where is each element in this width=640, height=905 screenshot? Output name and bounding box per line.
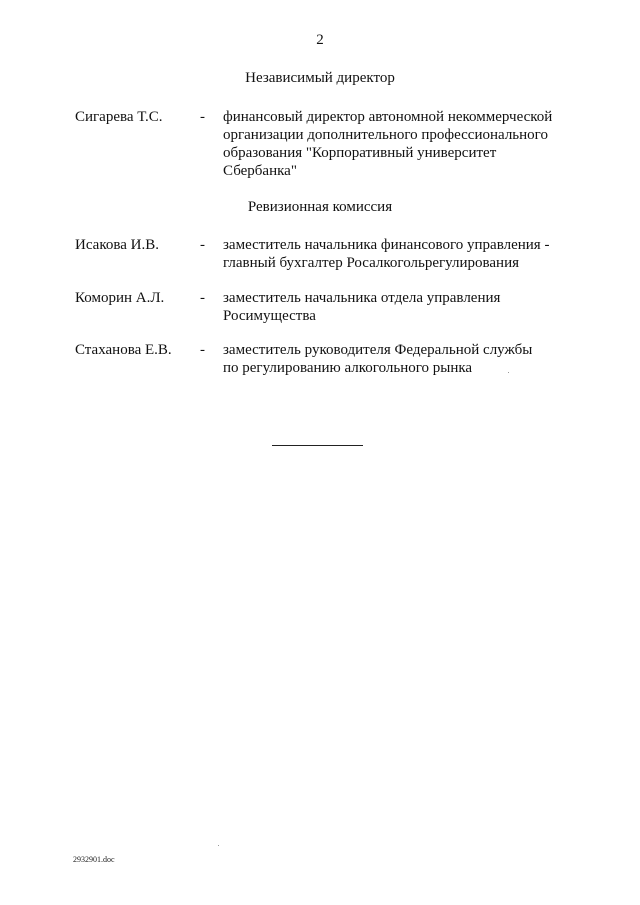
description-line: Сбербанка" bbox=[223, 163, 297, 179]
description-line: по регулированию алкогольного рынка bbox=[223, 360, 473, 376]
description-line: финансовый директор автономной некоммерческой bbox=[223, 109, 553, 125]
description-line: Росимущества bbox=[223, 308, 316, 324]
member-name: Коморин А.Л. bbox=[75, 290, 165, 306]
member-description bbox=[223, 236, 568, 272]
member-dash: - bbox=[200, 237, 205, 253]
description-line: заместитель начальника отдела управления bbox=[223, 290, 501, 306]
description-line: главный бухгалтер Росалкогольрегулирования bbox=[223, 255, 520, 271]
member-dash: - bbox=[200, 342, 205, 358]
footer-filename: 2932901.doc bbox=[73, 855, 115, 864]
member-dash: - bbox=[200, 290, 205, 306]
member-name: Исакова И.В. bbox=[75, 237, 159, 253]
section-heading-audit-commission: Ревизионная комиссия bbox=[247, 199, 393, 215]
description-line: заместитель начальника финансового управления - bbox=[223, 237, 550, 253]
description-line: организации дополнительного профессионального bbox=[223, 127, 548, 143]
section-heading-independent-director: Независимый директор bbox=[245, 70, 395, 86]
page-number: 2 bbox=[316, 32, 324, 48]
description-line: образования "Корпоративный университет bbox=[223, 145, 497, 161]
end-separator-line bbox=[272, 445, 363, 446]
scan-speck bbox=[218, 845, 219, 846]
scan-speck bbox=[508, 372, 509, 373]
member-name: Стаханова Е.В. bbox=[75, 342, 172, 358]
description-line: заместитель руководителя Федеральной службы bbox=[223, 342, 533, 358]
member-description bbox=[223, 341, 568, 377]
member-name: Сигарева Т.С. bbox=[75, 109, 163, 125]
member-dash: - bbox=[200, 109, 205, 125]
member-description bbox=[223, 289, 568, 325]
member-description bbox=[223, 108, 568, 180]
